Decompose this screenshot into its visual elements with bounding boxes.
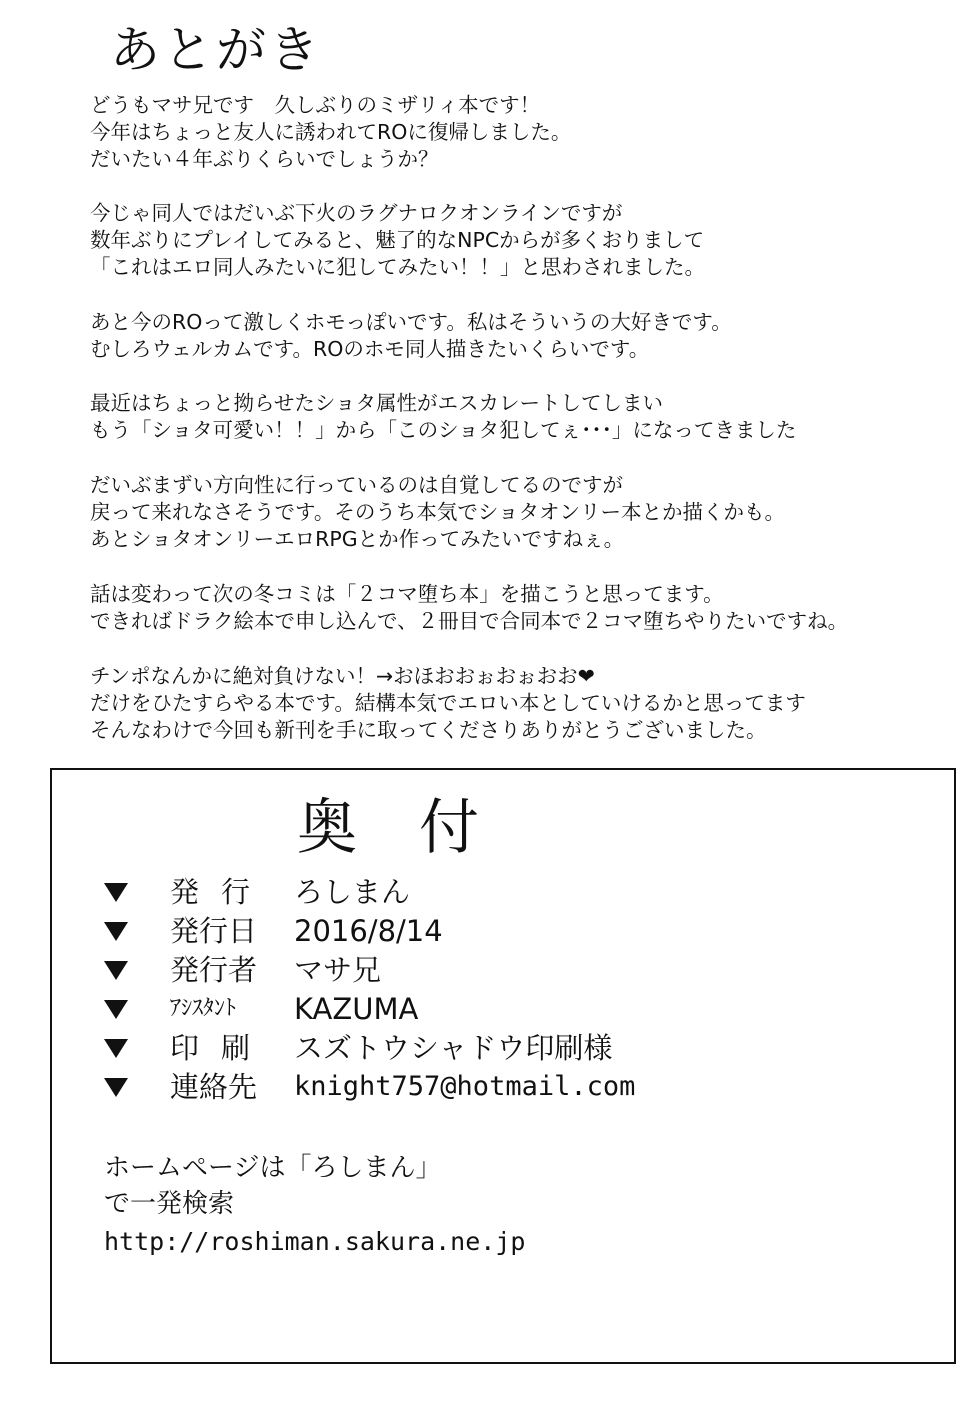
afterword-paragraph xyxy=(90,581,848,635)
text-line: 今年はちょっと友人に誘われてROに復帰しました。 xyxy=(90,120,572,144)
info-value: KAZUMA xyxy=(294,992,419,1026)
info-value: 2016/8/14 xyxy=(294,914,443,948)
text-line: あと今のROって激しくホモっぽいです。私はそういうの大好きです。 xyxy=(90,310,732,334)
afterword-title: あとがき xyxy=(110,21,322,79)
info-label: 発行 xyxy=(170,875,273,909)
text-line: 「これはエロ同人みたいに犯してみたい！！」と思わされました。 xyxy=(90,255,705,279)
text-line: 最近はちょっと拗らせたショタ属性がエスカレートしてしまい xyxy=(90,391,663,415)
info-value: スズトウシャドウ印刷様 xyxy=(294,1031,613,1065)
afterword-paragraph xyxy=(90,663,806,744)
triangle-down-icon xyxy=(104,1078,128,1097)
info-label: 連絡先 xyxy=(170,1070,258,1104)
text-line: むしろウェルカムです。ROのホモ同人描きたいくらいです。 xyxy=(90,337,650,361)
text-line: どうもマサ兄です 久しぶりのミザリィ本です！ xyxy=(90,93,541,117)
text-line: だけをひたすらやる本です。結構本気でエロい本としていけるかと思ってます xyxy=(90,691,806,715)
text-line: だいぶまずい方向性に行っているのは自覚してるのですが xyxy=(90,473,623,497)
info-value: ろしまん xyxy=(294,875,411,909)
text-line: できればドラク絵本で申し込んで、２冊目で合同本で２コマ堕ちやりたいですね。 xyxy=(90,609,849,633)
info-label: ｱｼｽﾀﾝﾄ xyxy=(170,996,237,1021)
triangle-down-icon xyxy=(104,883,128,902)
info-label: 発行者 xyxy=(170,953,258,987)
colophon-title: 奥付 xyxy=(297,793,541,863)
text-line: あとショタオンリーエロRPGとか作ってみたいですねぇ。 xyxy=(90,527,625,551)
colophon-box xyxy=(50,768,956,1364)
homepage-search-note: で一発検索 xyxy=(104,1189,235,1219)
text-line: だいたい４年ぶりくらいでしょうか？ xyxy=(90,147,439,171)
afterword-paragraph xyxy=(90,390,796,444)
afterword-paragraph xyxy=(90,472,785,553)
info-label: 印刷 xyxy=(170,1031,273,1065)
info-label: 発行日 xyxy=(170,914,258,948)
afterword-paragraph xyxy=(90,200,705,281)
text-line: 数年ぶりにプレイしてみると、魅了的なNPCからが多くおりまして xyxy=(90,228,705,252)
info-value: マサ兄 xyxy=(294,953,382,987)
text-line: 今じゃ同人ではだいぶ下火のラグナロクオンラインですが xyxy=(90,201,623,225)
text-line: そんなわけで今回も新刊を手に取ってくださりありがとうございました。 xyxy=(90,718,767,742)
triangle-down-icon xyxy=(104,961,128,980)
text-line: チンポなんかに絶対負けない！→おほおおぉおぉおお❤ xyxy=(90,664,595,688)
text-line: 話は変わって次の冬コミは「２コマ堕ち本」を描こうと思ってます。 xyxy=(90,582,724,606)
triangle-down-icon xyxy=(104,1000,128,1019)
afterword-paragraph xyxy=(90,92,571,173)
triangle-down-icon xyxy=(104,1039,128,1058)
afterword-paragraph xyxy=(90,309,732,363)
contact-email: knight757@hotmail.com xyxy=(294,1071,636,1102)
homepage-url: http://roshiman.sakura.ne.jp xyxy=(104,1227,526,1256)
text-line: 戻って来れなさそうです。そのうち本気でショタオンリー本とか描くかも。 xyxy=(90,500,785,524)
text-line: もう「ショタ可愛い！！」から「このショタ犯してぇ･･･」になってきました xyxy=(90,418,797,442)
homepage-note: ホームページは「ろしまん」 xyxy=(104,1153,442,1183)
triangle-down-icon xyxy=(104,922,128,941)
